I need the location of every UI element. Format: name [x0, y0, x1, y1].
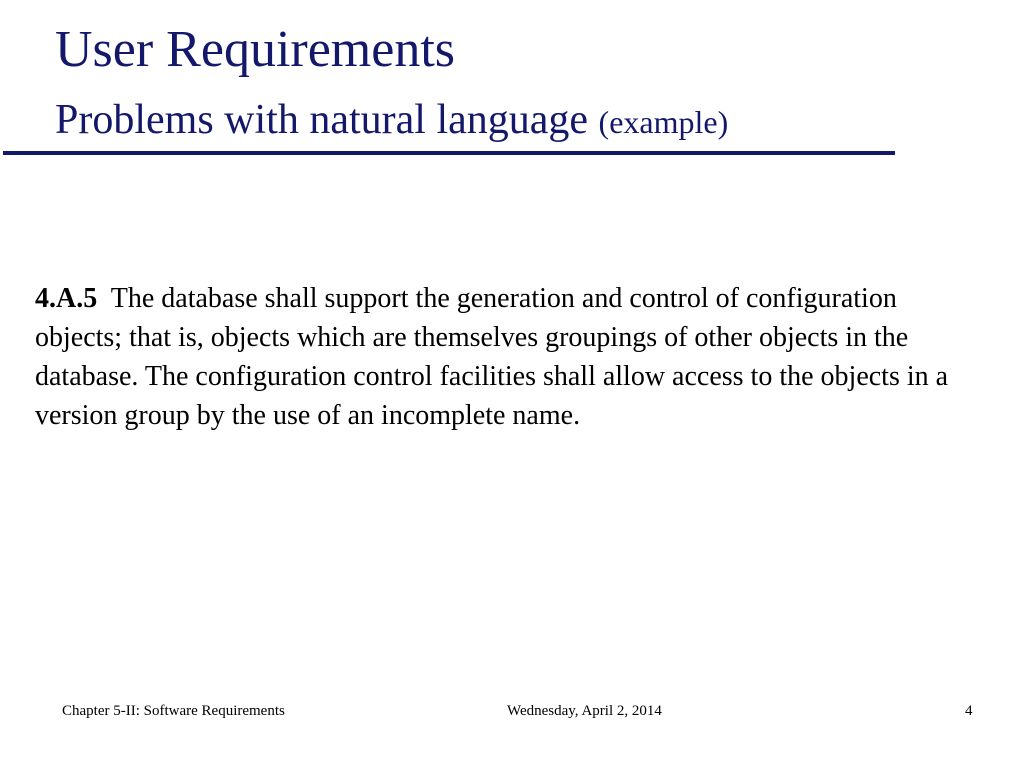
footer-date: Wednesday, April 2, 2014 — [507, 703, 662, 719]
title-underline-rule — [3, 151, 895, 155]
slide-subtitle-main: Problems with natural language — [55, 97, 589, 143]
slide-subtitle — [55, 94, 728, 148]
footer-chapter: Chapter 5-II: Software Requirements — [62, 703, 285, 719]
requirement-id: 4.A.5 — [35, 283, 98, 314]
requirement-paragraph — [35, 279, 965, 435]
slide-title: User Requirements — [55, 21, 456, 78]
requirement-text: The database shall support the generation and control of configuration objects; that is, objects which are themselves groupings of other objects in the database. The configuration control facilities shall allow access to the objects in a version group by the use of an incomplete name. — [35, 283, 949, 431]
slide-subtitle-suffix: (example) — [598, 104, 729, 140]
footer-page-number: 4 — [965, 703, 973, 719]
